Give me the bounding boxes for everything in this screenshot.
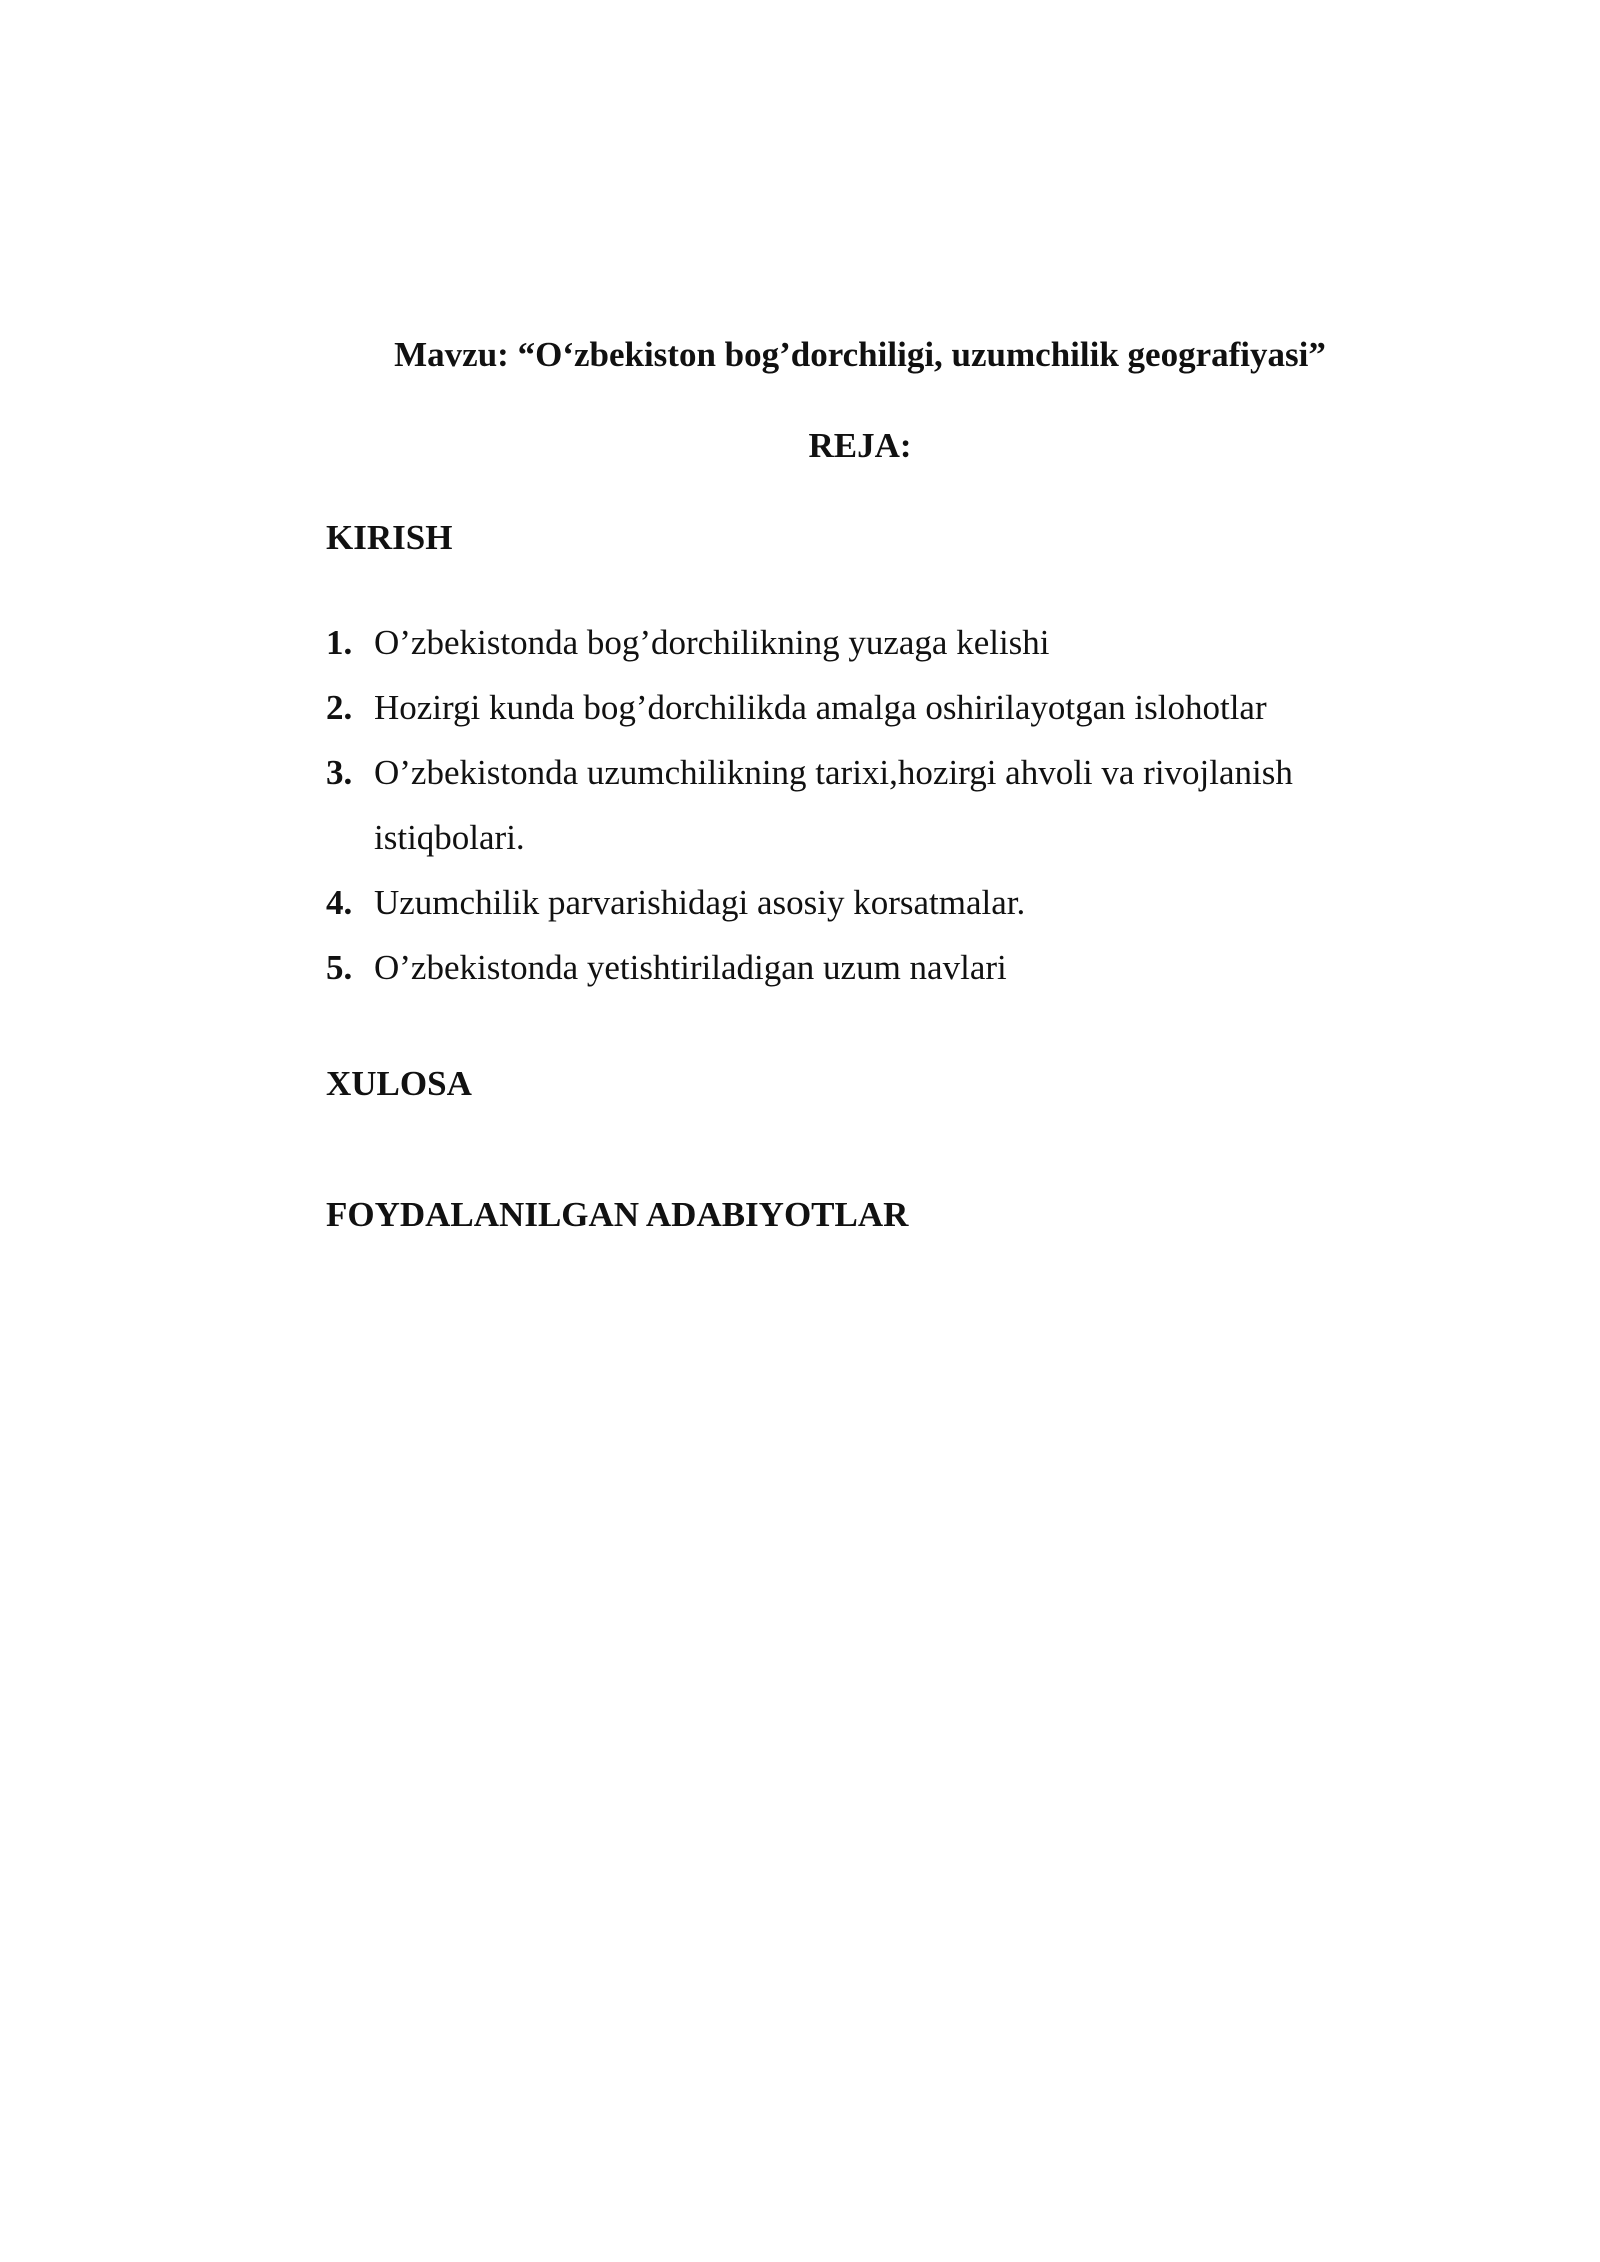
- plan-item: [326, 675, 1386, 740]
- plan-item-text: Uzumchilik parvarishidagi asosiy korsatmalar.: [374, 883, 1026, 922]
- plan-item: [326, 870, 1386, 935]
- plan-item: [326, 935, 1386, 1000]
- references-heading: FOYDALANILGAN ADABIYOTLAR: [326, 1195, 909, 1234]
- plan-item: [326, 610, 1386, 675]
- plan-item-text: Hozirgi kunda bog’dorchilikda amalga oshirilayotgan islohotlar: [374, 688, 1267, 727]
- plan-item-text: O’zbekistonda uzumchilikning tarixi,hozirgi ahvoli va rivojlanish istiqbolari.: [374, 753, 1293, 857]
- plan-list: [326, 610, 1386, 1000]
- plan-item-number: 3.: [326, 753, 353, 792]
- document-title: Mavzu: “O‘zbekiston bog’dorchiligi, uzumchilik geografiyasi”: [394, 335, 1326, 374]
- intro-heading: KIRISH: [326, 518, 453, 557]
- plan-item-number: 5.: [326, 948, 353, 987]
- plan-item-text: O’zbekistonda yetishtiriladigan uzum navlari: [374, 948, 1007, 987]
- plan-heading: REJA:: [808, 426, 912, 465]
- plan-item-number: 1.: [326, 623, 353, 662]
- plan-item-number: 4.: [326, 883, 353, 922]
- plan-item: [326, 740, 1386, 870]
- plan-item-text: O’zbekistonda bog’dorchilikning yuzaga kelishi: [374, 623, 1050, 662]
- plan-item-number: 2.: [326, 688, 353, 727]
- conclusion-heading: XULOSA: [326, 1064, 472, 1103]
